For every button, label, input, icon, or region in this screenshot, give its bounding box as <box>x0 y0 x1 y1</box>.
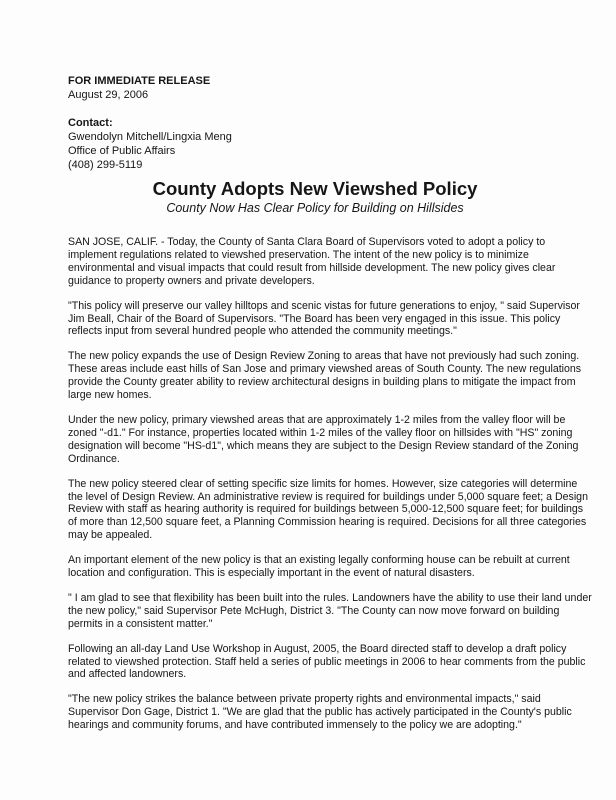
contact-label: Contact: <box>68 117 113 129</box>
release-header <box>68 74 232 172</box>
body-paragraph: Under the new policy, primary viewshed areas that are approximately 1-2 miles from the valley floor will be zoned "-d1." For instance, properties located within 1-2 miles of the valley floor on hillsides with "HS" zoning designation will become "HS-d1", which means they are subject to the Design Review standard of the Zoning Ordinance. <box>68 413 579 465</box>
body-paragraph: An important element of the new policy is that an existing legally conforming house can be rebuilt at current location and configuration. This is especially important in the event of natural disasters. <box>68 554 570 580</box>
headline-subtitle: County Now Has Clear Policy for Building on Hillsides <box>166 201 464 215</box>
release-date: August 29, 2006 <box>68 89 149 101</box>
contact-phone: (408) 299-5119 <box>68 159 143 171</box>
contact-names: Gwendolyn Mitchell/Lingxia Meng <box>68 131 232 143</box>
contact-office: Office of Public Affairs <box>68 145 176 157</box>
body-paragraph: "This policy will preserve our valley hilltops and scenic vistas for future generations to enjoy, " said Supervisor Jim Beall, Chair of the Board of Supervisors. "The Board has been very engaged in this issue. This policy reflects input from several hundred people who attended the community meetings." <box>68 299 580 338</box>
body-paragraph: " I am glad to see that flexibility has been built into the rules. Landowners have the ability to use their land under the new policy," said Supervisor Pete McHugh, District 3. "The County can now move forward on building permits in a consistent matter." <box>68 591 592 630</box>
body-paragraph: SAN JOSE, CALIF. - Today, the County of Santa Clara Board of Supervisors voted to adopt a policy to implement regulations related to viewshed preservation. The intent of the new policy is to minimize environmental and visual impacts that could result from hillside development. The new policy gives clear guidance to property owners and private developers. <box>68 236 556 287</box>
body-paragraph: The new policy expands the use of Design Review Zoning to areas that have not previously had such zoning. These areas include east hills of San Jose and primary viewshed areas of South County. The new regulations provide the County greater ability to review architectural designs in building plans to mitigate the impact from large new homes. <box>68 350 582 402</box>
body-paragraph: Following an all-day Land Use Workshop in August, 2005, the Board directed staff to develop a draft policy related to viewshed protection. Staff held a series of public meetings in 2006 to hear comments from the public and affected landowners. <box>68 642 586 681</box>
headline-block <box>60 178 570 216</box>
release-label: FOR IMMEDIATE RELEASE <box>68 75 211 87</box>
body-paragraph: The new policy steered clear of setting specific size limits for homes. However, size categories will determine the level of Design Review. An administrative review is required for buildings under 5,000 square feet; a Design Review with staff as hearing authority is required for buildings between 5,000-12,500 square feet; for buildings of more than 12,500 square feet, a Planning Commission hearing is required. Decisions for all three categories may be appealed. <box>68 477 588 542</box>
headline-title: County Adopts New Viewshed Policy <box>152 178 478 199</box>
body-paragraph: "The new policy strikes the balance between private property rights and environmental impacts," said Supervisor Don Gage, District 1. "We are glad that the public has actively participated in the County's public hearings and community forums, and have contributed immensely to the policy we are adopting." <box>68 693 572 732</box>
contact-block <box>68 116 232 172</box>
release-body <box>68 236 594 744</box>
